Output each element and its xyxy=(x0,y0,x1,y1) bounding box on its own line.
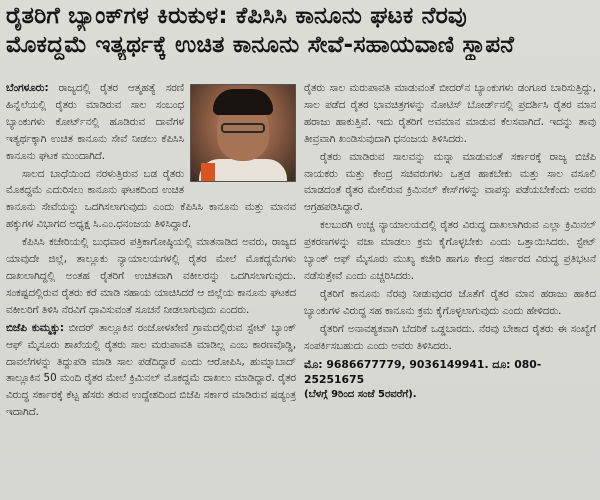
left-paragraph-4 xyxy=(6,320,296,421)
photo-hair xyxy=(213,89,273,115)
headline-line-2: ಮೊಕದ್ದಮೆ ಇತ್ಯರ್ಥಕ್ಕೆ ಉಚಿತ ಕಾನೂನು ಸೇವೆ-ಸಹಾಯವಾಣಿ ಸ್ಥಾಪನೆ xyxy=(6,32,515,58)
right-paragraph-4: ರೈತರಿಗೆ ಕಾನೂನು ನೆರವು ನೀಡುವುದರ ಜೊತೆಗೆ ರೈತರ ಮಾನ ಹರಾಜು ಹಾಕಿದ ಬ್ಯಾಂಕುಗಳ ವಿರುದ್ಧ ಸಹ ಕಾನೂನು ಕ್ರಮ ಕೈಗೊಳ್ಳಲಾಗುವುದು ಎಂದು ಹೇಳಿದರು. xyxy=(304,287,596,317)
helpline-contact xyxy=(304,357,596,402)
person-photo xyxy=(190,84,296,182)
dateline: ಬೆಂಗಳೂರು: xyxy=(6,82,49,94)
helpline-numbers: ಮೊ: 9686677779, 9036149941. ದೂ: 080-25251675 xyxy=(304,357,542,386)
left-column xyxy=(6,80,296,422)
subheading-bjp: ಬಿಜೆಪಿ ಕುಮ್ಮಕ್ಕು: xyxy=(6,321,65,334)
left-paragraph-2: ಸಾಲದ ಬಾಧೆಯಿಂದ ನರಳುತ್ತಿರುವ ಬಡ ರೈತರು ಮೊಕದ್ದಮೆ ಎದುರಿಸಲು ಕಾನೂನು ಘಟಕದಿಂದ ಉಚಿತ ಕಾನೂನು ಸೇವೆಯನ್ನು ಒದಗಿಸಲಾಗುವುದು ಎಂದು ಕೆಪಿಸಿಸಿ ಕಾನೂನು ಮತ್ತು ಮಾನವ ಹಕ್ಕುಗಳ ವಿಭಾಗದ ಅಧ್ಯಕ್ಷ ಸಿ.ಎಂ.ಧನಂಜಯ ತಿಳಿಸಿದ್ದಾರೆ. xyxy=(6,167,296,231)
helpline-hours: (ಬೆಳಗ್ಗೆ 9ರಿಂದ ಸಂಜೆ 5ರವರೆಗೆ). xyxy=(304,388,417,400)
right-paragraph-2: ರೈತರು ಮಾಡಿರುವ ಸಾಲವನ್ನು ಮನ್ನಾ ಮಾಡುವಂತೆ ಸರ್ಕಾರಕ್ಕೆ ರಾಜ್ಯ ಬಿಜೆಪಿ ನಾಯಕರು ಮತ್ತು ಕೇಂದ್ರ ಸಚಿವರುಗಳು ಒತ್ತಡ ಹಾಕಬೇಕು ಮತ್ತು ಸಾಲ ವಸೂಲಿ ಮಾಡದಂತೆ ರೈತರ ಮೇಲಿರುವ ಕ್ರಿಮಿನಲ್ ಕೇಸ್‌ಗಳನ್ನು ವಾಪಸ್ಸು ಪಡೆಯಬೇಕೆಂದು ಅವರು ಆಗ್ರಹಪಡಿಸಿದ್ದಾರೆ. xyxy=(304,150,596,214)
right-column xyxy=(304,80,596,402)
right-paragraph-5: ರೈತರಿಗೆ ಅನಾವಶ್ಯಕವಾಗಿ ಬೆದರಿಕೆ ಒಡ್ಡಬಾರದು. ನೆರವು ಬೇಕಾದ ರೈತರು ಈ ಸಂಖ್ಯೆಗೆ ಸಂಪರ್ಕಿಸಬಹುದು ಎಂದು ಅವರು ತಿಳಿಸಿದರು. xyxy=(304,322,596,352)
left-paragraph-4-text: ಬೀದರ್ ತಾಲ್ಲೂಕಿನ ರಂಜೋಳಖೇಣಿ ಗ್ರಾಮದಲ್ಲಿರುವ ಸ್ಟೇಟ್ ಬ್ಯಾಂಕ್ ಆಫ್ ಮೈಸೂರು ಶಾಖೆಯಲ್ಲಿ ರೈತರು ಸಾಲ ಮರುಪಾವತಿ ಮಾಡಿಲ್ಲ ಎಂಬ ಕಾರಣವೊಡ್ಡಿ, ದಾವಲೆಗಳನ್ನು ತಿದ್ದುಪಡಿ ಮಾಡಿ ಸಾಲ ಪಡೆದಿದ್ದಾರೆ ಎಂದು ಆರೋಪಿಸಿ, ಹುಮ್ನಾಬಾದ್ ತಾಲ್ಲೂಕಿನ 50 ಮಂದಿ ರೈತರ ಮೇಲೆ ಕ್ರಿಮಿನಲ್ ಮೊಕದ್ದಮೆ ದಾಖಲು ಮಾಡಿದ್ದಾರೆ. ರೈತರ ವಿರುದ್ಧ ಸರ್ಕಾರಕ್ಕೆ ಕೆಟ್ಟ ಹೆಸರು ತರುವ ಉದ್ದೇಶದಿಂದ ಬಿಜೆಪಿ ಸರ್ಕಾರ ಮಾಡಿರುವ ಷಡ್ಯಂತ್ರ ಇದಾಗಿದೆ. xyxy=(6,321,296,419)
photo-glasses xyxy=(221,123,265,133)
right-paragraph-1: ರೈತರು ಸಾಲ ಮರುಪಾವತಿ ಮಾಡುವಂತೆ ಬೀದರ್‌ನ ಬ್ಯಾಂಕುಗಳು ಡಂಗೂರ ಬಾರಿಸುತ್ತಿದ್ದು, ಸಾಲ ಪಡೆದ ರೈತರ ಭಾವಚಿತ್ರಗಳನ್ನು ನೋಟಿಸ್ ಬೋರ್ಡ್‌ನಲ್ಲಿ ಪ್ರದರ್ಶಿಸಿ ರೈತರ ಮಾನ ಹರಾಜು ಹಾಕುತ್ತಿವೆ. ಇದು ರೈತರಿಗೆ ಅವಮಾನ ಮಾಡುವ ಕೆಲಸವಾಗಿದೆ. ಇದನ್ನು ತಾವು ತೀವ್ರವಾಗಿ ಖಂಡಿಸುವುದಾಗಿ ಧನಂಜಯ ತಿಳಿಸಿದರು. xyxy=(304,82,596,145)
right-paragraph-3: ಕಲಬುರಗಿ ಉಚ್ಚ ನ್ಯಾಯಾಲಯದಲ್ಲಿ ರೈತರ ವಿರುದ್ಧ ದಾಖಲಾಗಿರುವ ಎಲ್ಲಾ ಕ್ರಿಮಿನಲ್ ಪ್ರಕರಣಗಳನ್ನು ವಜಾ ಮಾಡಲು ಕ್ರಮ ಕೈಗೊಳ್ಳಬೇಕು ಎಂದು ಒತ್ತಾಯಿಸಿದರು. ಸ್ಟೇಟ್ ಬ್ಯಾಂಕ್ ಆಫ್ ಮೈಸೂರು ಮುಖ್ಯ ಕಚೇರಿ ಹಾಗೂ ಕೇಂದ್ರ ಸರ್ಕಾರದ ವಿರುದ್ಧ ಪ್ರತಿಭಟನೆ ನಡೆಸುತ್ತೇವೆ ಎಂದು ಎಚ್ಚರಿಸಿದರು. xyxy=(304,219,596,282)
headline-line-1: ರೈತರಿಗೆ ಬ್ಯಾಂಕ್‌ಗಳ ಕಿರುಕುಳ: ಕೆಪಿಸಿಸಿ ಕಾನೂನು ಘಟಕ ನೆರವು xyxy=(6,3,467,29)
photo-scarf xyxy=(201,163,215,182)
headline xyxy=(6,2,594,60)
left-paragraph-3: ಕೆಪಿಸಿಸಿ ಕಚೇರಿಯಲ್ಲಿ ಬುಧವಾರ ಪತ್ರಿಕಾಗೋಷ್ಠಿಯಲ್ಲಿ ಮಾತನಾಡಿದ ಅವರು, ರಾಜ್ಯದ ಯಾವುದೇ ಜಿಲ್ಲೆ, ತಾಲ್ಲೂಕು ನ್ಯಾಯಾಲಯಗಳಲ್ಲಿ ರೈತರ ಮೇಲೆ ಮೊಕದ್ದಮೆಗಳು ದಾಖಲಾಗಿದ್ದಲ್ಲಿ ಅಂತಹ ರೈತರಿಗೆ ಉಚಿತವಾಗಿ ವಕೀಲರನ್ನು ಒದಗಿಸಲಾಗುವುದು. ಸಂಕಷ್ಟದಲ್ಲಿರುವ ರೈತರು ಕರೆ ಮಾಡಿ ಸಹಾಯ ಯಾಚಿಸಿದರೆ ಆ ಜಿಲ್ಲೆಯ ಕಾನೂನು ಘಟಕದ ವಕೀಲರಿಗೆ ತಿಳಿಸಿ ನೆರವಿಗೆ ಧಾವಿಸುವಂತೆ ಸೂಚನೆ ನೀಡಲಾಗುವುದು ಎಂದರು. xyxy=(6,236,296,316)
left-paragraph-1-text: ರಾಜ್ಯದಲ್ಲಿ ರೈತರ ಆತ್ಮಹತ್ಯೆ ಸರಣಿ ಹಿನ್ನೆಲೆಯಲ್ಲಿ ರೈತರು ಮಾಡಿರುವ ಸಾಲ ಸಂಬಂಧ ಬ್ಯಾಂಕುಗಳು ಕೋರ್ಟ್‌ನಲ್ಲಿ ಹೂಡಿರುವ ದಾವೆಗಳ ಇತ್ಯರ್ಥಕ್ಕಾಗಿ ಉಚಿತ ಕಾನೂನು ಸೇವೆ ನೀಡಲು ಕೆಪಿಸಿಸಿ ಕಾನೂನು ಘಟಕ ಮುಂದಾಗಿದೆ. xyxy=(6,82,184,162)
